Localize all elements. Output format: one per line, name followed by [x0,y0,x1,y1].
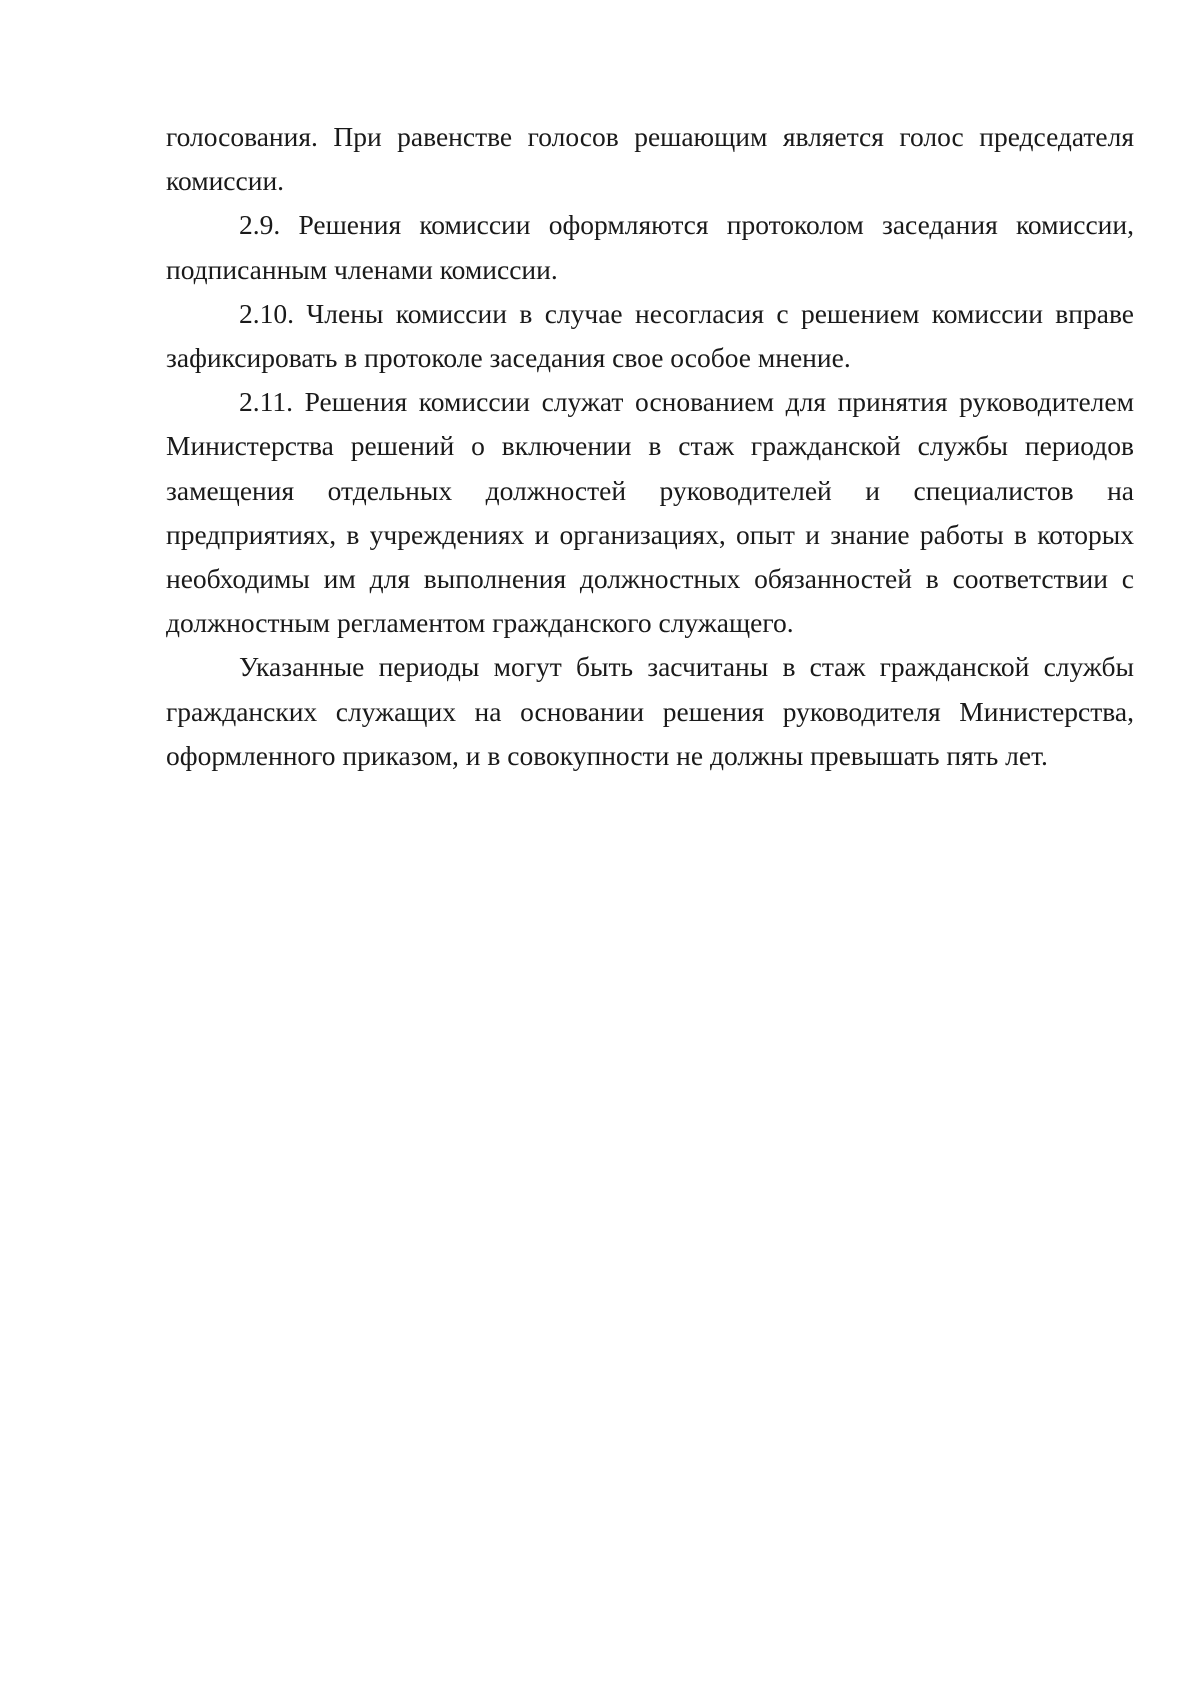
paragraph-number: 2.9. [239,209,281,241]
paragraph-number: 2.11. [239,386,293,418]
paragraph-number: 2.10. [239,297,294,329]
paragraph-text: Решения комиссии оформляются протоколом заседания комиссии, подписанным членами комиссии. [166,209,1134,285]
paragraph-voting-continuation [166,115,1134,203]
paragraph-text: Члены комиссии в случае несогласия с решением комиссии вправе зафиксировать в протоколе заседания свое особое мнение. [166,297,1134,374]
paragraph-text: Указанные периоды могут быть засчитаны в стаж гражданской службы гражданских служащих на основании решения руководителя Министерства, оформленного приказом, и в совокупности не должны превышать пять лет. [166,651,1134,771]
paragraph-2-10 [166,292,1134,380]
paragraph-2-11 [166,380,1134,645]
paragraph-periods [166,645,1134,778]
paragraph-text: голосования. При равенстве голосов решающим является голос председателя комиссии. [166,121,1134,197]
document-body [166,115,1134,778]
paragraph-text: Решения комиссии служат основанием для принятия руководителем Министерства решений о включении в стаж гражданской службы периодов замещения отдельных должностей руководителей и специалистов на предприятиях, в учреждениях и организациях, опыт и знание работы в которых необходимы им для выполнения должностных обязанностей в соответствии с должностным регламентом гражданского служащего. [166,386,1134,639]
paragraph-2-9 [166,203,1134,291]
